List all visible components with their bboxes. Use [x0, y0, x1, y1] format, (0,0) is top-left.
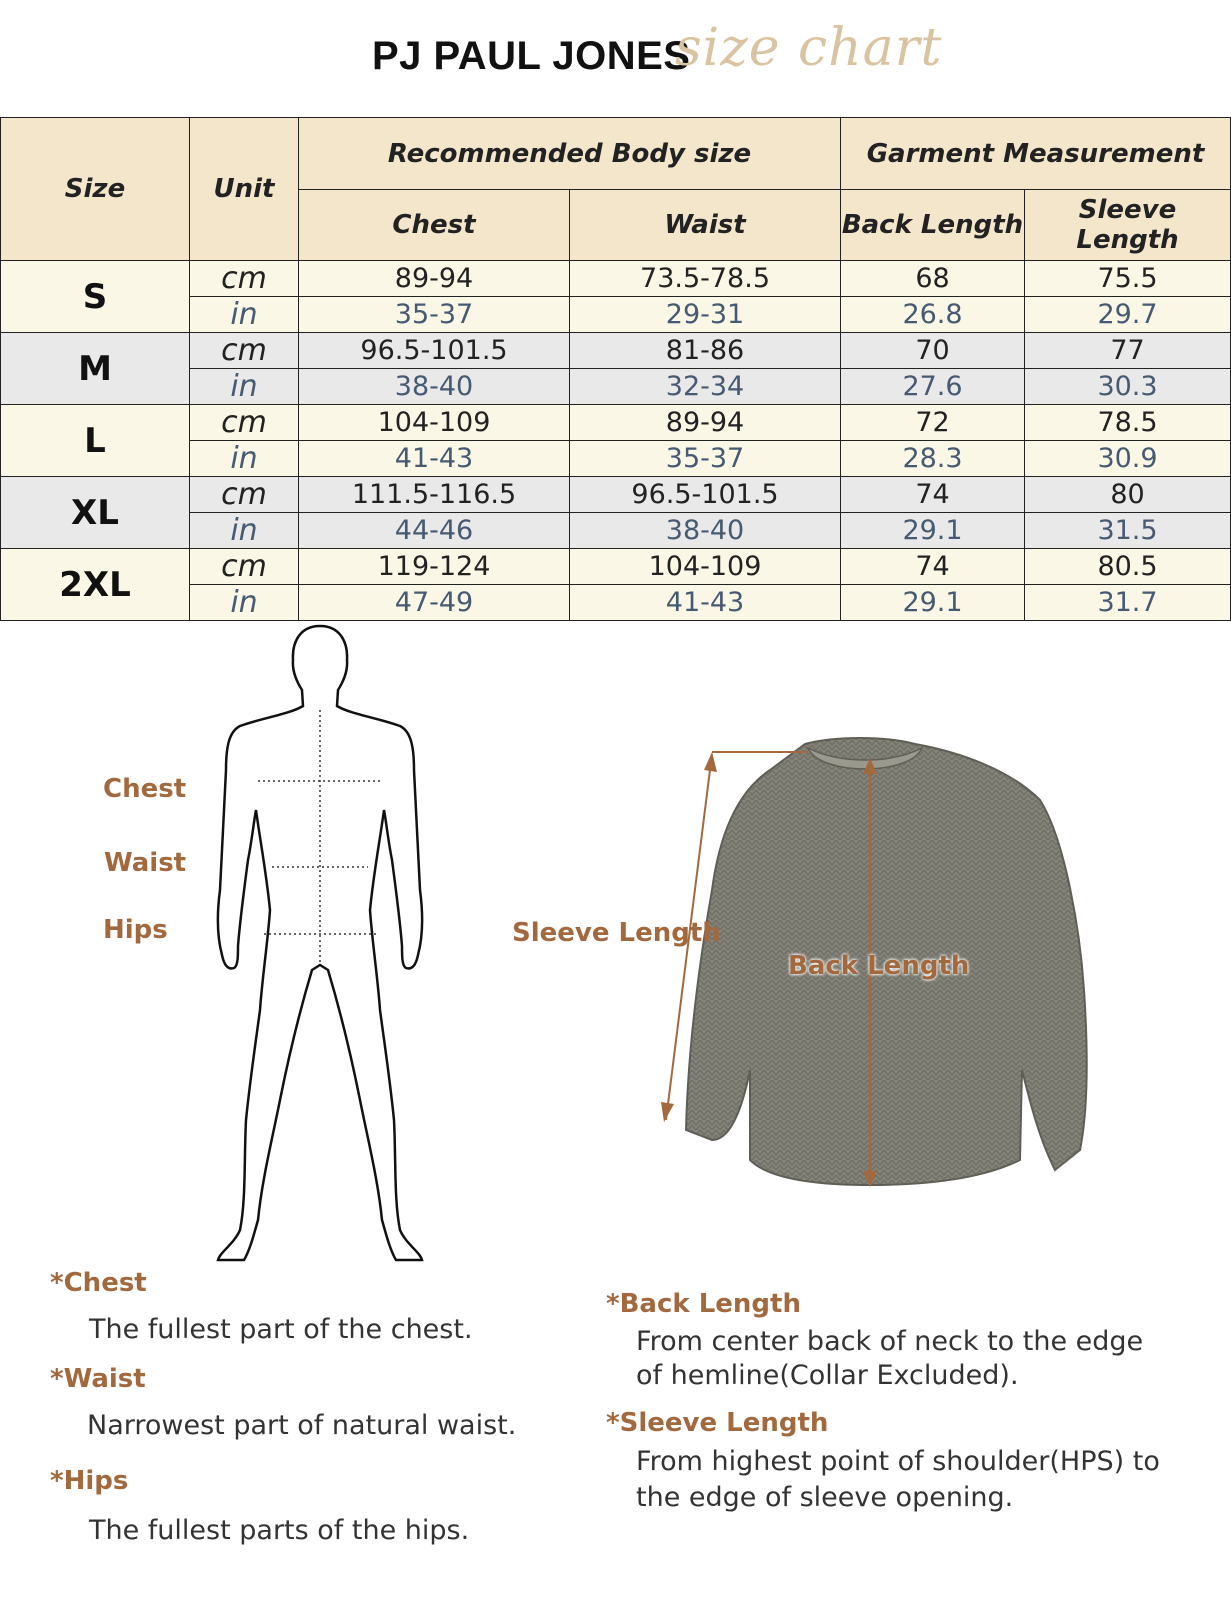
size-cell: S: [1, 261, 190, 333]
measurement-cell: 119-124: [299, 549, 570, 585]
unit-cell: cm: [190, 405, 299, 441]
measurement-cell: 80: [1025, 477, 1231, 513]
measurement-cell: 29-31: [570, 297, 841, 333]
unit-cell: cm: [190, 333, 299, 369]
measurement-cell: 78.5: [1025, 405, 1231, 441]
sleeve-length-header: Sleeve Length: [1025, 190, 1231, 261]
measurement-cell: 96.5-101.5: [299, 333, 570, 369]
measurement-cell: 74: [841, 477, 1025, 513]
hips-label: Hips: [103, 915, 168, 945]
table-row: [1, 405, 1231, 441]
chest-label: Chest: [103, 774, 187, 804]
measurement-cell: 38-40: [299, 369, 570, 405]
chest-note-title: *Chest: [50, 1268, 147, 1298]
back-length-header: Back Length: [841, 190, 1025, 261]
size-cell: L: [1, 405, 190, 477]
brand-name: PJ PAUL JONES: [372, 34, 691, 78]
body-size-group-header: Recommended Body size: [299, 118, 841, 190]
measurement-cell: 28.3: [841, 441, 1025, 477]
back-length-note-text-2: of hemline(Collar Excluded).: [636, 1360, 1019, 1391]
size-chart-script-title: size chart: [675, 18, 943, 78]
measurement-cell: 74: [841, 549, 1025, 585]
unit-cell: in: [190, 369, 299, 405]
back-length-note-text-1: From center back of neck to the edge: [636, 1326, 1144, 1357]
measurement-cell: 77: [1025, 333, 1231, 369]
waist-note-title: *Waist: [50, 1364, 146, 1394]
size-header: Size: [1, 118, 190, 261]
table-row: [1, 333, 1231, 369]
measurement-cell: 80.5: [1025, 549, 1231, 585]
measurement-cell: 29.7: [1025, 297, 1231, 333]
measurement-cell: 41-43: [570, 585, 841, 621]
measurement-cell: 31.5: [1025, 513, 1231, 549]
size-cell: XL: [1, 477, 190, 549]
measurement-cell: 30.3: [1025, 369, 1231, 405]
waist-note-text: Narrowest part of natural waist.: [87, 1410, 517, 1441]
measurement-cell: 70: [841, 333, 1025, 369]
unit-cell: cm: [190, 549, 299, 585]
measurement-cell: 68: [841, 261, 1025, 297]
measurement-cell: 31.7: [1025, 585, 1231, 621]
unit-cell: in: [190, 297, 299, 333]
unit-cell: cm: [190, 477, 299, 513]
measurement-cell: 75.5: [1025, 261, 1231, 297]
waist-label: Waist: [104, 848, 187, 878]
measurement-cell: 38-40: [570, 513, 841, 549]
back-length-label: Back Length: [788, 951, 970, 981]
measurement-cell: 44-46: [299, 513, 570, 549]
measurement-cell: 32-34: [570, 369, 841, 405]
unit-cell: in: [190, 441, 299, 477]
chest-header: Chest: [299, 190, 570, 261]
size-cell: M: [1, 333, 190, 405]
sleeve-length-note-text-2: the edge of sleeve opening.: [636, 1482, 1014, 1513]
sleeve-length-note-title: *Sleeve Length: [606, 1408, 829, 1438]
back-length-note-title: *Back Length: [606, 1289, 801, 1319]
hips-note-title: *Hips: [50, 1466, 129, 1496]
hips-note-text: The fullest parts of the hips.: [89, 1515, 470, 1546]
measurement-cell: 111.5-116.5: [299, 477, 570, 513]
measurement-cell: 89-94: [299, 261, 570, 297]
measurement-cell: 35-37: [570, 441, 841, 477]
unit-cell: cm: [190, 261, 299, 297]
measurement-cell: 27.6: [841, 369, 1025, 405]
measurement-cell: 30.9: [1025, 441, 1231, 477]
measurement-cell: 73.5-78.5: [570, 261, 841, 297]
measurement-cell: 29.1: [841, 585, 1025, 621]
table-row: [1, 477, 1231, 513]
chest-note-text: The fullest part of the chest.: [89, 1314, 473, 1345]
measurement-cell: 81-86: [570, 333, 841, 369]
measurement-cell: 72: [841, 405, 1025, 441]
measurement-cell: 104-109: [570, 549, 841, 585]
measurement-cell: 47-49: [299, 585, 570, 621]
body-outline-figure: [200, 620, 440, 1270]
unit-header: Unit: [190, 118, 299, 261]
garment-group-header: Garment Measurement: [841, 118, 1231, 190]
table-row: [1, 549, 1231, 585]
unit-cell: in: [190, 585, 299, 621]
table-row: [1, 261, 1231, 297]
size-cell: 2XL: [1, 549, 190, 621]
sleeve-length-label: Sleeve Length: [512, 918, 721, 948]
measurement-cell: 104-109: [299, 405, 570, 441]
measurement-cell: 35-37: [299, 297, 570, 333]
size-table: [0, 117, 1231, 621]
unit-cell: in: [190, 513, 299, 549]
sleeve-length-note-text-1: From highest point of shoulder(HPS) to: [636, 1446, 1160, 1477]
measurement-cell: 26.8: [841, 297, 1025, 333]
measurement-cell: 29.1: [841, 513, 1025, 549]
measurement-cell: 89-94: [570, 405, 841, 441]
waist-header: Waist: [570, 190, 841, 261]
measurement-cell: 41-43: [299, 441, 570, 477]
measurement-cell: 96.5-101.5: [570, 477, 841, 513]
